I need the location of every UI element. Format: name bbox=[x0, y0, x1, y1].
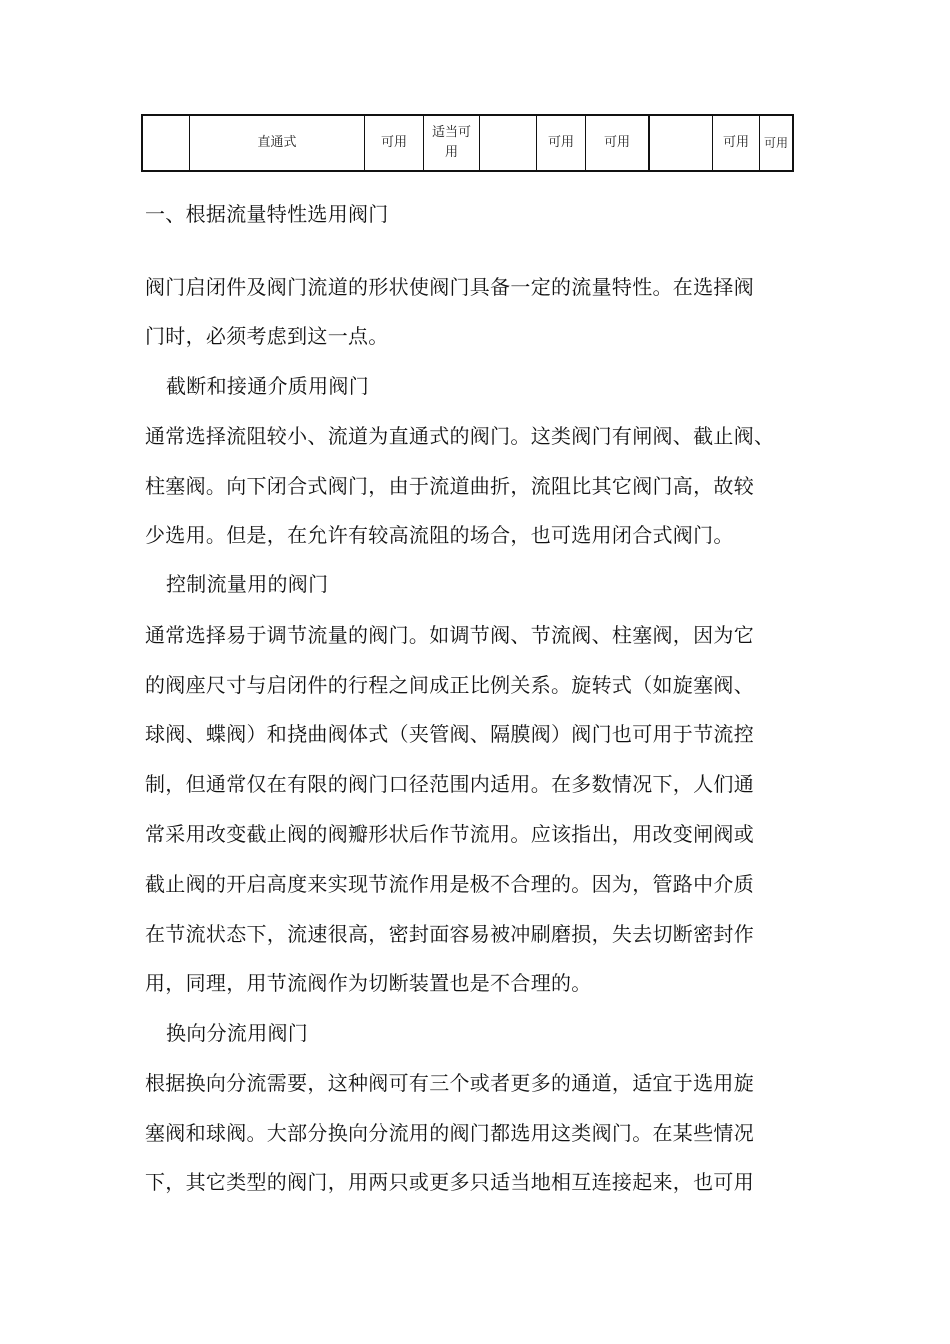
paragraph-line: 门时，必须考虑到这一点。 bbox=[145, 324, 389, 348]
paragraph-line: 通常选择流阻较小、流道为直通式的阀门。这类阀门有闸阀、截止阀、 bbox=[145, 424, 775, 448]
paragraph-line: 柱塞阀。向下闭合式阀门，由于流道曲折，流阻比其它阀门高，故较 bbox=[145, 474, 754, 498]
paragraph-line: 通常选择易于调节流量的阀门。如调节阀、节流阀、柱塞阀，因为它 bbox=[145, 623, 754, 647]
section-heading: 一、根据流量特性选用阀门 bbox=[145, 202, 389, 226]
paragraph-line: 的阀座尺寸与启闭件的行程之间成正比例关系。旋转式（如旋塞阀、 bbox=[145, 673, 754, 697]
table-cell: 可用 bbox=[365, 115, 424, 171]
paragraph-line: 在节流状态下，流速很高，密封面容易被冲刷磨损，失去切断密封作 bbox=[145, 922, 754, 946]
table-cell: 可用 bbox=[713, 115, 760, 171]
table-cell bbox=[649, 115, 713, 171]
paragraph-line: 制，但通常仅在有限的阀门口径范围内适用。在多数情况下，人们通 bbox=[145, 772, 754, 796]
subheading: 换向分流用阀门 bbox=[166, 1021, 309, 1045]
paragraph-line: 用，同理，用节流阀作为切断装置也是不合理的。 bbox=[145, 971, 592, 995]
paragraph-line: 球阀、蝶阀）和挠曲阀体式（夹管阀、隔膜阀）阀门也可用于节流控 bbox=[145, 722, 754, 746]
table-cell bbox=[480, 115, 537, 171]
table-cell: 适当可用 bbox=[424, 115, 480, 171]
table-row bbox=[142, 115, 793, 171]
paragraph-line: 少选用。但是，在允许有较高流阻的场合，也可选用闭合式阀门。 bbox=[145, 523, 734, 547]
paragraph-line: 根据换向分流需要，这种阀可有三个或者更多的通道，适宜于选用旋 bbox=[145, 1071, 754, 1095]
table-cell: 可用 bbox=[537, 115, 586, 171]
table-cell bbox=[142, 115, 190, 171]
valve-selection-table bbox=[141, 114, 794, 172]
table-cell: 直通式 bbox=[190, 115, 365, 171]
subheading: 控制流量用的阀门 bbox=[166, 572, 329, 596]
table-cell: 可用 bbox=[760, 115, 794, 171]
table-cell: 可用 bbox=[586, 115, 650, 171]
paragraph-line: 阀门启闭件及阀门流道的形状使阀门具备一定的流量特性。在选择阀 bbox=[145, 275, 754, 299]
paragraph-line: 截止阀的开启高度来实现节流作用是极不合理的。因为，管路中介质 bbox=[145, 872, 754, 896]
paragraph-line: 常采用改变截止阀的阀瓣形状后作节流用。应该指出，用改变闸阀或 bbox=[145, 822, 754, 846]
paragraph-line: 下，其它类型的阀门，用两只或更多只适当地相互连接起来，也可用 bbox=[145, 1170, 754, 1194]
paragraph-line: 塞阀和球阀。大部分换向分流用的阀门都选用这类阀门。在某些情况 bbox=[145, 1121, 754, 1145]
subheading: 截断和接通介质用阀门 bbox=[166, 374, 369, 398]
